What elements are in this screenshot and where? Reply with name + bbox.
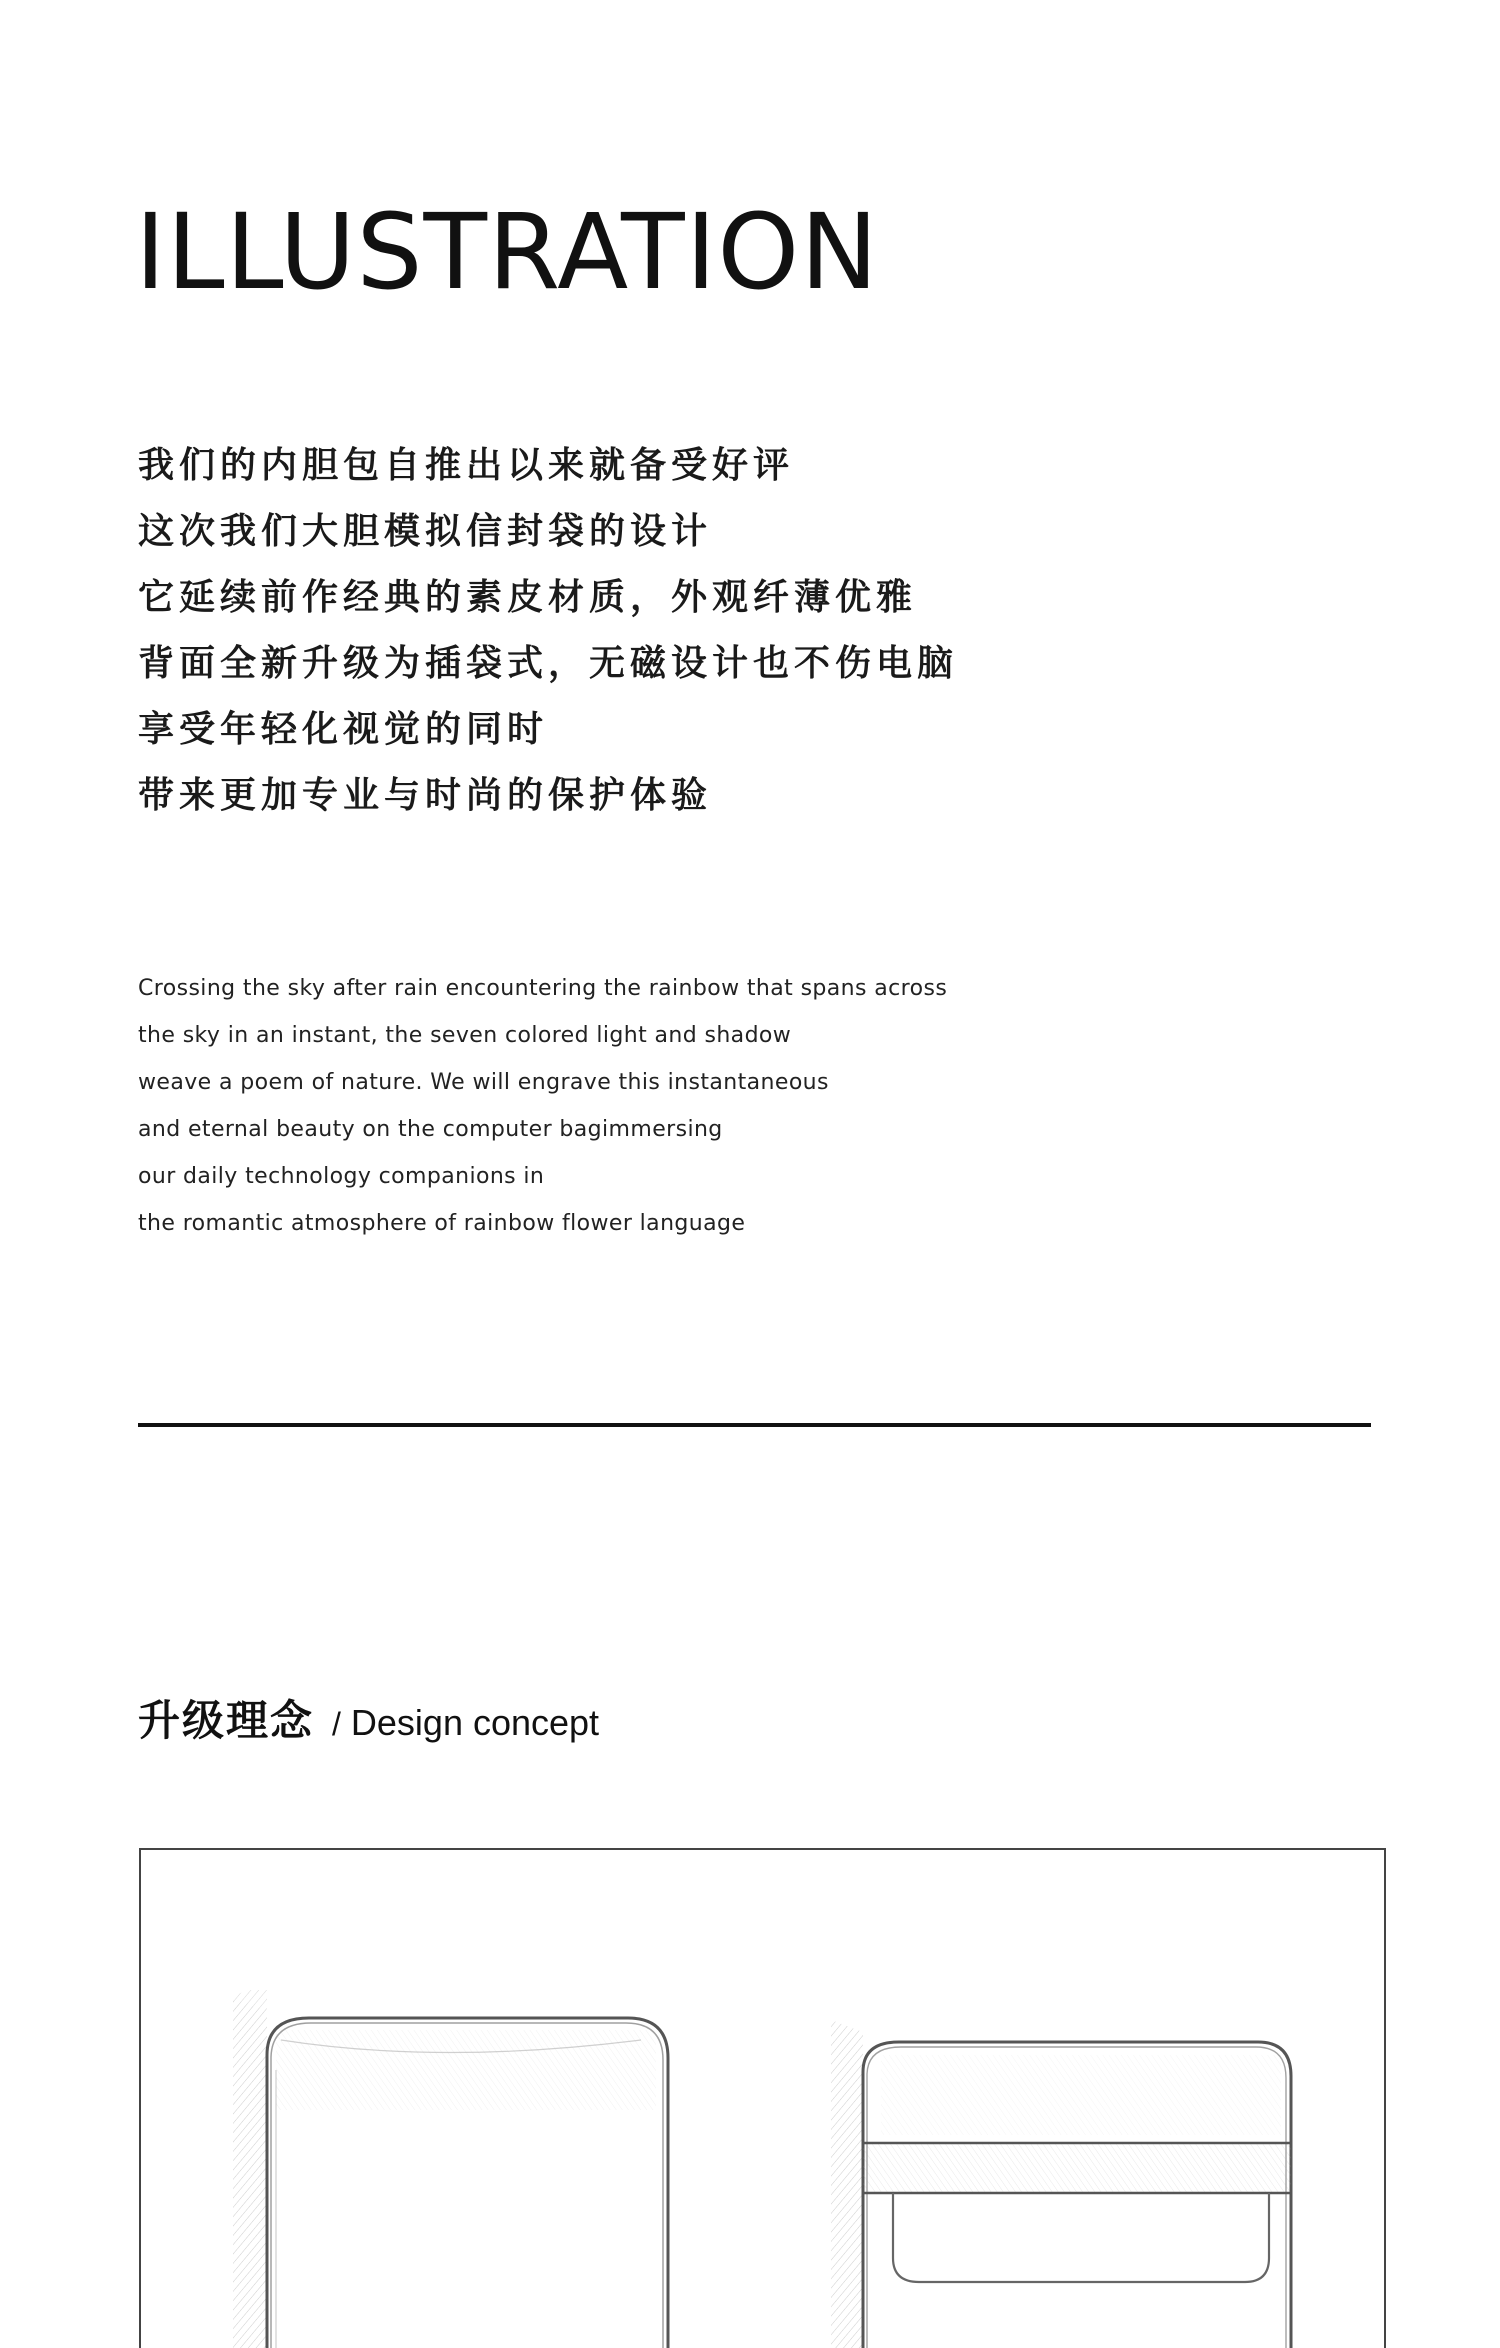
design-sketch-image: [141, 1850, 1386, 2348]
chinese-description: [138, 433, 958, 829]
section-title-separator: /: [332, 1706, 341, 1742]
section-title-cn: 升级理念: [138, 1696, 315, 1745]
cn-line: 我们的内胆包自推出以来就备受好评: [138, 445, 795, 486]
en-line: our daily technology companions in: [138, 1164, 545, 1189]
sleeve-front-sketch-icon: [233, 1990, 668, 2348]
page-title: ILLUSTRATION: [135, 191, 880, 313]
en-line: Crossing the sky after rain encountering the rainbow that spans across: [138, 976, 948, 1001]
section-heading: [138, 1688, 599, 1748]
english-description: [138, 965, 947, 1247]
en-line: and eternal beauty on the computer bagimmersing: [138, 1117, 723, 1142]
section-title-en: Design concept: [350, 1702, 600, 1743]
cn-line: 这次我们大胆模拟信封袋的设计: [138, 511, 713, 552]
en-line: the romantic atmosphere of rainbow flower language: [138, 1211, 746, 1236]
en-line: the sky in an instant, the seven colored light and shadow: [138, 1023, 792, 1048]
cn-line: 背面全新升级为插袋式，无磁设计也不伤电脑: [138, 643, 959, 684]
en-line: weave a poem of nature. We will engrave this instantaneous: [138, 1070, 829, 1095]
section-divider: [138, 1423, 1371, 1427]
cn-line: 带来更加专业与时尚的保护体验: [138, 775, 713, 816]
sleeve-back-sketch-icon: [831, 2020, 1291, 2348]
design-sketch-frame: [139, 1848, 1386, 2348]
cn-line: 享受年轻化视觉的同时: [138, 709, 549, 750]
cn-line: 它延续前作经典的素皮材质，外观纤薄优雅: [138, 577, 918, 618]
